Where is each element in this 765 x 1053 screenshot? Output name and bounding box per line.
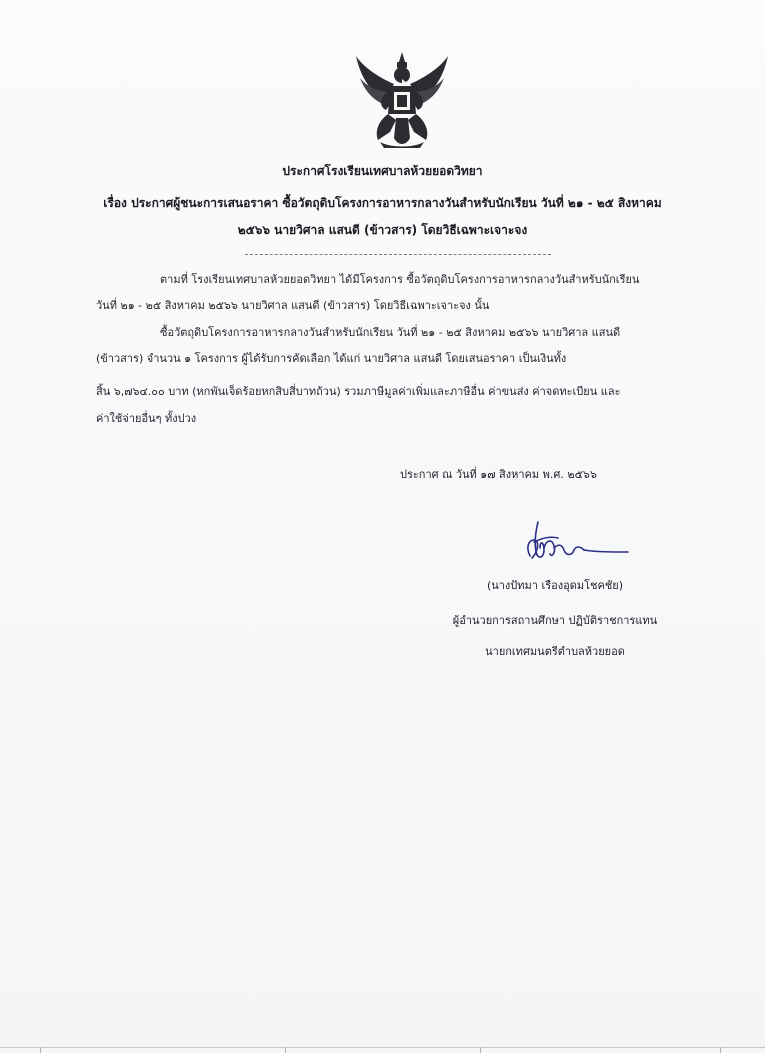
dashed-divider [245,254,551,255]
body-paragraph-1-line-1: ตามที่ โรงเรียนเทศบาลห้วยยอดวิทยา ได้มีโครงการ ซื้อวัตถุดิบโครงการอาหารกลางวันสำหรับนักเรียน [160,273,640,286]
body-paragraph-2-line-2: (ข้าวสาร) จำนวน ๑ โครงการ ผู้ได้รับการคัดเลือก ได้แก่ นายวิศาล แสนดี โดยเสนอราคา เป็นเงินทั้ง [96,352,567,365]
body-paragraph-2-line-4: ค่าใช้จ่ายอื่นๆ ทั้งปวง [96,412,197,425]
body-paragraph-1-line-2: วันที่ ๒๑ - ๒๕ สิงหาคม ๒๕๖๖ นายวิศาล แสนดี (ข้าวสาร) โดยวิธีเฉพาะเจาะจง นั้น [96,299,490,312]
signatory-name: (นางปัทมา เรืองอุดมโชคชัย) [486,579,624,592]
signatory-position: ผู้อำนวยการสถานศึกษา ปฏิบัติราชการแทน [452,614,658,627]
page-edge-tick [40,1047,41,1053]
body-paragraph-2-line-1: ซื้อวัตถุดิบโครงการอาหารกลางวันสำหรับนักเรียน วันที่ ๒๑ - ๒๕ สิงหาคม ๒๕๖๖ นายวิศาล แสนดี [160,326,621,339]
page-bottom-edge [0,1047,765,1048]
document-title: ประกาศโรงเรียนเทศบาลห้วยยอดวิทยา [282,164,483,178]
announcement-date: ประกาศ ณ วันที่ ๑๗ สิงหาคม พ.ศ. ๒๕๖๖ [400,468,597,481]
subject-line-2: ๒๕๖๖ นายวิศาล แสนดี (ข้าวสาร) โดยวิธีเฉพาะเจาะจง [237,223,528,237]
page-edge-tick [285,1047,286,1053]
subject-line-1: เรื่อง ประกาศผู้ชนะการเสนอราคา ซื้อวัตถุดิบโครงการอาหารกลางวันสำหรับนักเรียน วันที่ ๒๑ - ๒๕ สิงหาคม [103,196,662,210]
garuda-emblem-icon [350,48,454,152]
handwritten-signature-icon [520,518,632,570]
document-subject [0,190,765,244]
page-edge-tick [480,1047,481,1053]
signatory-organization: นายกเทศมนตรีตำบลห้วยยอด [485,645,625,658]
body-paragraph-2-line-3: สิ้น ๖,๗๖๔.๐๐ บาท (หกพันเจ็ดร้อยหกสิบสี่บาทถ้วน) รวมภาษีมูลค่าเพิ่มและภาษีอื่น ค่าขนส่ง ค่าจดทะเบียน และ [96,385,621,398]
page-edge-tick [720,1047,721,1053]
